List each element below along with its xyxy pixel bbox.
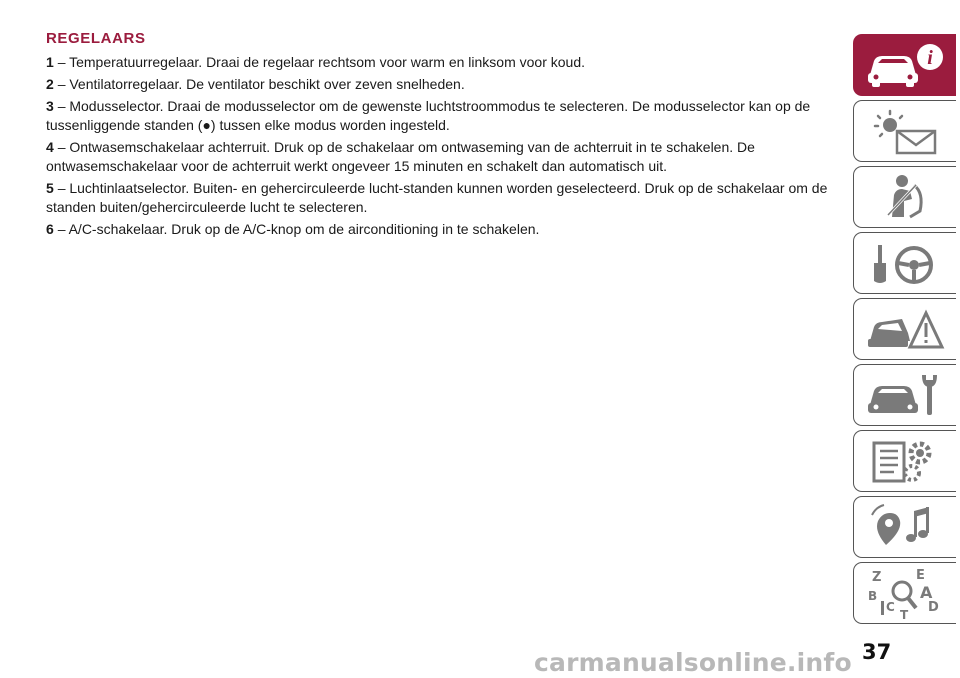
section-heading: REGELAARS	[46, 30, 146, 47]
list-item	[46, 138, 846, 176]
page-number: 37	[862, 640, 892, 664]
tab-emergency[interactable]	[853, 298, 956, 360]
tab-safety[interactable]	[853, 166, 956, 228]
car-crash-warning-icon	[864, 303, 946, 355]
seat-safety-icon	[864, 171, 946, 223]
list-item	[46, 75, 846, 94]
item-number: 1	[46, 54, 54, 70]
item-text: – Ontwasemschakelaar achterruit. Druk op de schakelaar om ontwaseming van de achterruit in te schakelen. De ontwasemschakelaar voor de achterruit werkt ongeveer 15 minuten en schakelt dan automatisch uit.	[46, 139, 755, 174]
tab-car-info[interactable]	[853, 34, 956, 96]
tab-starting-driving[interactable]	[853, 232, 956, 294]
item-text: – A/C-schakelaar. Druk op de A/C-knop om de airconditioning in te schakelen.	[57, 221, 540, 237]
item-number: 4	[46, 139, 54, 155]
index-letter: D	[928, 600, 939, 615]
list-item	[46, 97, 846, 135]
item-number: 2	[46, 76, 54, 92]
item-number: 6	[46, 221, 54, 237]
svg-text:i: i	[927, 47, 933, 69]
list-item	[46, 179, 846, 217]
chapter-tabs	[853, 34, 956, 628]
index-letter: A	[920, 583, 933, 602]
index-letter: B	[868, 589, 878, 603]
car-wrench-icon	[864, 369, 946, 421]
item-number: 5	[46, 180, 54, 196]
car-info-icon	[864, 39, 946, 91]
tab-multimedia[interactable]	[853, 496, 956, 558]
item-text: – Temperatuurregelaar. Draai de regelaar rechtsom voor warm en linksom voor koud.	[57, 54, 586, 70]
index-search-icon	[864, 567, 946, 619]
tab-maintenance[interactable]	[853, 364, 956, 426]
tab-warning-lights[interactable]	[853, 100, 956, 162]
item-text: – Luchtinlaatselector. Buiten- en gehercirculeerde lucht-standen kunnen worden geselecteerd. Druk op de schakelaar om de standen buiten/gehercirculeerde lucht te selecteren.	[46, 180, 828, 215]
warning-lights-icon	[864, 105, 946, 157]
steering-key-icon	[864, 237, 946, 289]
multimedia-icon	[864, 501, 946, 553]
index-letter: T	[900, 608, 909, 619]
watermark: carmanualsonline.info	[534, 648, 852, 677]
list-item	[46, 220, 846, 239]
item-text: – Ventilatorregelaar. De ventilator beschikt over zeven snelheden.	[57, 76, 465, 92]
index-letter: Z	[872, 570, 882, 585]
specs-gears-icon	[864, 435, 946, 487]
index-letter: E	[916, 568, 925, 583]
list-item	[46, 53, 846, 72]
item-text: – Modusselector. Draai de modusselector om de gewenste luchtstroommodus te selecteren. De modusselector kan op de tussenliggende standen (●) tussen elke modus worden ingesteld.	[46, 98, 811, 133]
tab-index[interactable]	[853, 562, 956, 624]
content-area	[46, 30, 846, 242]
tab-technical-data[interactable]	[853, 430, 956, 492]
index-letter: C	[886, 600, 895, 614]
item-number: 3	[46, 98, 54, 114]
